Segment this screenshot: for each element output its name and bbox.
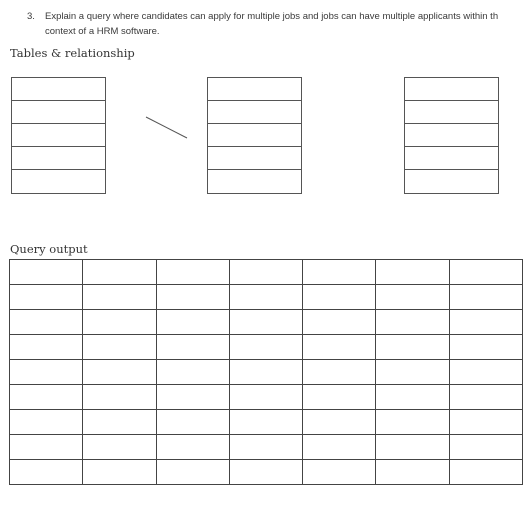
output-grid-cell <box>83 335 156 360</box>
output-grid-cell <box>10 410 83 435</box>
output-grid-cell <box>376 410 449 435</box>
output-grid-row <box>10 260 523 285</box>
output-grid-row <box>10 360 523 385</box>
output-grid-cell <box>449 410 522 435</box>
schema-table-row <box>208 147 301 170</box>
output-grid-cell <box>156 335 229 360</box>
schema-table-row <box>208 101 301 124</box>
output-grid-cell <box>10 285 83 310</box>
output-grid-cell <box>229 310 302 335</box>
output-grid-cell <box>303 285 376 310</box>
output-grid-cell <box>229 335 302 360</box>
schema-table-row <box>12 78 105 101</box>
relationship-line <box>145 116 189 140</box>
output-grid-cell <box>376 335 449 360</box>
output-grid-cell <box>83 435 156 460</box>
output-grid-cell <box>229 260 302 285</box>
schema-table-row <box>208 78 301 101</box>
output-grid-cell <box>303 360 376 385</box>
output-grid-cell <box>229 435 302 460</box>
output-grid-cell <box>229 360 302 385</box>
output-grid-cell <box>156 385 229 410</box>
output-grid-cell <box>449 260 522 285</box>
output-grid-cell <box>10 335 83 360</box>
output-grid-cell <box>449 285 522 310</box>
output-grid-cell <box>376 385 449 410</box>
schema-table-row <box>405 78 498 101</box>
output-grid-row <box>10 385 523 410</box>
output-grid-cell <box>156 360 229 385</box>
output-grid-cell <box>303 335 376 360</box>
schema-table-blank-1 <box>11 77 106 194</box>
output-grid-cell <box>229 460 302 485</box>
output-grid-cell <box>376 285 449 310</box>
output-grid-cell <box>83 385 156 410</box>
question-text-line-1: Explain a query where candidates can apply for multiple jobs and jobs can have multiple applicants within th <box>45 11 499 22</box>
output-grid-cell <box>303 460 376 485</box>
output-grid-cell <box>83 460 156 485</box>
output-grid-cell <box>303 310 376 335</box>
output-grid-cell <box>303 385 376 410</box>
output-grid-cell <box>156 435 229 460</box>
output-grid-row <box>10 410 523 435</box>
schema-table-row <box>12 101 105 124</box>
output-grid-cell <box>156 260 229 285</box>
output-grid-row <box>10 435 523 460</box>
schema-table-row <box>12 170 105 193</box>
schema-table-row <box>405 101 498 124</box>
schema-table-row <box>405 170 498 193</box>
output-grid-cell <box>449 460 522 485</box>
output-grid-cell <box>303 410 376 435</box>
output-grid-cell <box>376 435 449 460</box>
output-grid-cell <box>156 310 229 335</box>
query-output-grid <box>9 259 523 485</box>
output-grid-cell <box>376 260 449 285</box>
output-grid-cell <box>449 385 522 410</box>
output-grid-cell <box>10 460 83 485</box>
output-grid-cell <box>303 435 376 460</box>
output-grid-cell <box>10 260 83 285</box>
schema-table-row <box>12 147 105 170</box>
question-text-line-2: context of a HRM software. <box>45 26 160 37</box>
schema-table-row <box>208 170 301 193</box>
output-grid-cell <box>10 310 83 335</box>
output-grid-cell <box>83 285 156 310</box>
output-grid-cell <box>10 360 83 385</box>
output-grid-cell <box>376 460 449 485</box>
schema-table-row <box>405 147 498 170</box>
output-grid-row <box>10 460 523 485</box>
output-grid-cell <box>10 385 83 410</box>
output-grid-cell <box>449 310 522 335</box>
question-number: 3. <box>27 11 35 22</box>
output-grid-cell <box>83 410 156 435</box>
output-grid-cell <box>83 310 156 335</box>
schema-table-blank-3 <box>404 77 499 194</box>
output-grid-cell <box>229 410 302 435</box>
schema-table-row <box>208 124 301 147</box>
output-grid-row <box>10 335 523 360</box>
query-output-heading: Query output <box>10 242 88 256</box>
output-grid-cell <box>449 435 522 460</box>
output-grid-row <box>10 285 523 310</box>
output-grid-cell <box>229 285 302 310</box>
schema-table-row <box>12 124 105 147</box>
output-grid-cell <box>83 260 156 285</box>
tables-relationship-heading: Tables & relationship <box>10 46 135 60</box>
schema-table-row <box>405 124 498 147</box>
output-grid-cell <box>376 310 449 335</box>
output-grid-cell <box>376 360 449 385</box>
output-grid-cell <box>156 460 229 485</box>
output-grid-cell <box>83 360 156 385</box>
schema-table-blank-2 <box>207 77 302 194</box>
output-grid-cell <box>10 435 83 460</box>
output-grid-cell <box>229 385 302 410</box>
output-grid-cell <box>303 260 376 285</box>
output-grid-cell <box>449 360 522 385</box>
output-grid-cell <box>156 410 229 435</box>
output-grid-cell <box>449 335 522 360</box>
output-grid-row <box>10 310 523 335</box>
output-grid-cell <box>156 285 229 310</box>
